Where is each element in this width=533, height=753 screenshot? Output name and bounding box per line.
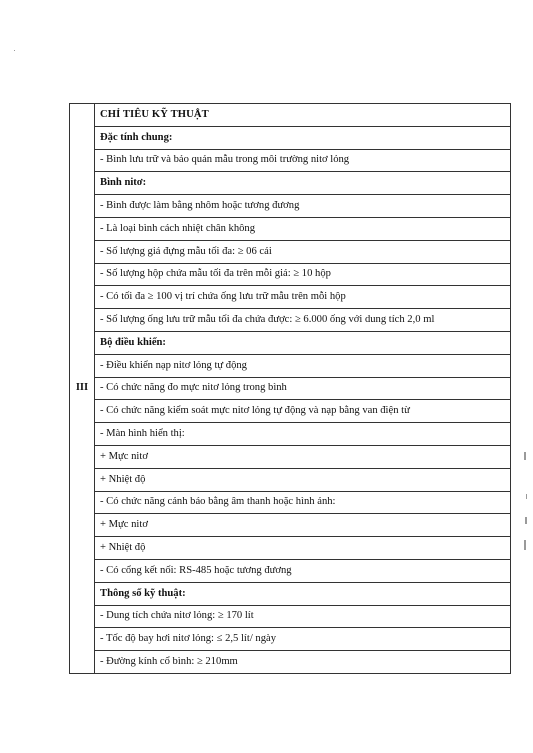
spec-item-row (70, 651, 511, 674)
spec-item-row (70, 628, 511, 651)
spec-item-text: - Là loại bình cách nhiệt chân không (95, 217, 511, 240)
spec-item-text: + Mực nitơ (95, 514, 511, 537)
spec-item-row (70, 377, 511, 400)
spec-item-row (70, 514, 511, 537)
spec-table-body (70, 104, 511, 674)
spec-group-heading: Đặc tính chung: (95, 126, 511, 149)
section-header-row (70, 104, 511, 127)
spec-item-row (70, 149, 511, 172)
spec-item-text: - Bình lưu trữ và bảo quản mẫu trong môi trường nitơ lỏng (95, 149, 511, 172)
spec-group-heading: Bộ điều khiển: (95, 331, 511, 354)
scan-mark (525, 517, 527, 524)
spec-group-heading: Bình nitơ: (95, 172, 511, 195)
spec-item-text: - Có chức năng kiểm soát mực nitơ lỏng tự động và nạp bằng van điện từ (95, 400, 511, 423)
spec-item-text: - Màn hình hiển thị: (95, 423, 511, 446)
spec-table (69, 103, 511, 674)
spec-item-text: - Điều khiển nạp nitơ lỏng tự động (95, 354, 511, 377)
spec-item-text: - Có chức năng đo mực nitơ lỏng trong bình (95, 377, 511, 400)
spec-group-heading: Thông số kỹ thuật: (95, 582, 511, 605)
spec-item-row (70, 445, 511, 468)
spec-item-row (70, 423, 511, 446)
spec-item-row (70, 559, 511, 582)
spec-item-row (70, 263, 511, 286)
scan-mark (14, 50, 15, 51)
spec-item-row (70, 309, 511, 332)
spec-group-row (70, 582, 511, 605)
section-number: III (70, 104, 95, 674)
spec-item-text: - Bình được làm bằng nhôm hoặc tương đương (95, 195, 511, 218)
spec-item-row (70, 286, 511, 309)
spec-item-text: - Có cổng kết nối: RS-485 hoặc tương đương (95, 559, 511, 582)
spec-item-text: + Nhiệt độ (95, 537, 511, 560)
scan-mark (526, 494, 527, 499)
section-title: CHỈ TIÊU KỸ THUẬT (95, 104, 511, 127)
scan-mark (524, 540, 526, 550)
spec-item-text: - Số lượng hộp chứa mẫu tối đa trên mỗi giá: ≥ 10 hộp (95, 263, 511, 286)
spec-item-text: - Có tối đa ≥ 100 vị trí chứa ống lưu trữ mẫu trên mỗi hộp (95, 286, 511, 309)
spec-item-row (70, 468, 511, 491)
spec-item-text: - Số lượng ống lưu trữ mẫu tối đa chứa được: ≥ 6.000 ống với dung tích 2,0 ml (95, 309, 511, 332)
scan-mark (524, 452, 526, 460)
spec-item-row (70, 354, 511, 377)
spec-item-row (70, 195, 511, 218)
spec-group-row (70, 172, 511, 195)
spec-item-text: - Có chức năng cảnh báo bằng âm thanh hoặc hình ảnh: (95, 491, 511, 514)
spec-item-text: - Đường kính cổ bình: ≥ 210mm (95, 651, 511, 674)
spec-group-row (70, 126, 511, 149)
spec-item-text: - Số lượng giá đựng mẫu tối đa: ≥ 06 cái (95, 240, 511, 263)
spec-item-text: + Nhiệt độ (95, 468, 511, 491)
spec-item-text: - Dung tích chứa nitơ lỏng: ≥ 170 lít (95, 605, 511, 628)
spec-group-row (70, 331, 511, 354)
spec-item-row (70, 491, 511, 514)
spec-item-text: + Mực nitơ (95, 445, 511, 468)
spec-item-row (70, 605, 511, 628)
spec-item-row (70, 537, 511, 560)
spec-item-row (70, 217, 511, 240)
spec-item-row (70, 240, 511, 263)
spec-item-text: - Tốc độ bay hơi nitơ lỏng: ≤ 2,5 lít/ ngày (95, 628, 511, 651)
spec-item-row (70, 400, 511, 423)
